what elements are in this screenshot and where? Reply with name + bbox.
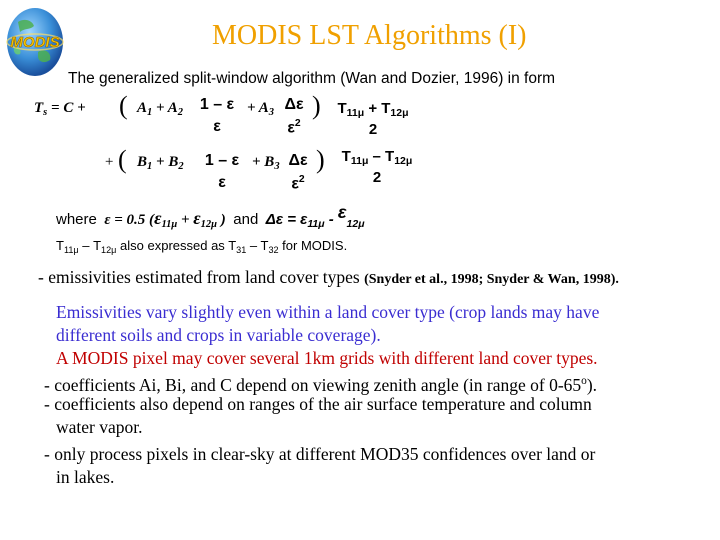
plus-sign-2: + (104, 154, 115, 170)
a1-a2-terms: $A_1 + A_2$ (137, 100, 184, 118)
open-paren-1: ( (119, 91, 128, 120)
lhs: $T_s$ (34, 100, 48, 118)
eps-definition: ε = 0.5 ($\varepsilon_{11\mu} + \varepsilon_{12\mu}$ ) (104, 208, 226, 230)
clear-sky-line-1: - only process pixels in clear-sky at different MOD35 confidences over land or (44, 444, 596, 464)
pixel-line: A MODIS pixel may cover several 1km grids with different land cover types. (56, 348, 598, 368)
coefficients-angle-bullet: - coefficients Ai, Bi, and C depend on viewing zenith angle (in range of 0-65$^o$). (44, 374, 598, 395)
open-paren-2: ( (118, 145, 127, 174)
also-expressed-line: $T_{11\mu} - T_{12\mu}$ also expressed as $T_{31} - T_{32}$ for MODIS. (56, 238, 348, 255)
where-word: where (56, 211, 97, 228)
fraction-one-minus-eps-1: 1 – ε ε (199, 96, 235, 135)
logo-text: MODIS (10, 34, 60, 51)
delta-eps-definition: $\Delta\varepsilon = \varepsilon_{11\mu} - \varepsilon_{12\mu}$ (265, 202, 365, 230)
fraction-sum-over-two: $T_{11\mu} + T_{12\mu}$ 2 (337, 100, 409, 138)
b3-term: + $B_3$ (252, 154, 280, 172)
intro-text: The generalized split-window algorithm (Wan and Dozier, 1996) in form (68, 70, 556, 87)
fraction-one-minus-eps-2: 1 – ε ε (204, 152, 240, 191)
coefficients-ranges-line-1: - coefficients also depend on ranges of the air surface temperature and column (44, 394, 592, 414)
emissivity-bullet: - emissivities estimated from land cover types (Snyder et al., 1998; Snyder & Wan, 1998). (38, 267, 619, 287)
globe-logo-icon (4, 4, 66, 80)
fraction-delta-eps-2: Δε $\varepsilon^2$ (288, 152, 308, 193)
close-paren-2: ) (316, 145, 325, 174)
vary-line-2: different soils and crops in variable coverage). (56, 325, 381, 345)
eq-c: = C + (47, 100, 86, 116)
coefficients-ranges-line-2: water vapor. (56, 417, 143, 437)
clear-sky-line-2: in lakes. (56, 467, 115, 487)
modis-logo (4, 4, 66, 80)
page-title: MODIS LST Algorithms (I) (212, 20, 527, 51)
close-paren-1: ) (312, 91, 321, 120)
fraction-diff-over-two: $T_{11\mu} - T_{12\mu}$ 2 (341, 148, 413, 186)
vary-line-1: Emissivities vary slightly even within a land cover type (crop lands may have (56, 302, 600, 322)
where-line (56, 202, 365, 230)
equation-line-1 (34, 100, 86, 118)
fraction-delta-eps-1: Δε $\varepsilon^2$ (284, 96, 304, 137)
b1-b2-terms: $B_1 + B_2$ (137, 154, 184, 172)
a3-term: + $A_3$ (247, 100, 274, 118)
and-word: and (233, 211, 259, 228)
